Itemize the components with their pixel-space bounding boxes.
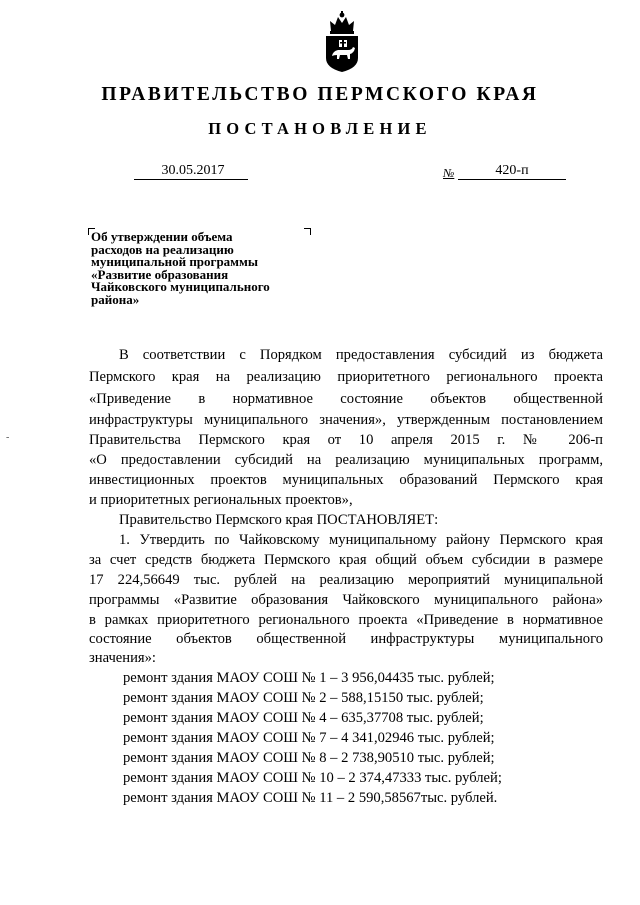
document-type: ПОСТАНОВЛЕНИЕ bbox=[208, 119, 432, 138]
preamble-line: «О предоставлении субсидий на реализацию муниципальных программ, bbox=[89, 452, 603, 468]
subject-line: Чайковского муниципального bbox=[91, 279, 270, 294]
number-sign: № bbox=[443, 166, 455, 180]
document-date: 30.05.2017 bbox=[134, 163, 248, 180]
point1-line: программы «Развитие образования Чайковского муниципального района» bbox=[89, 592, 603, 608]
list-item: ремонт здания МАОУ СОШ № 8 – 2 738,90510 тыс. рублей; bbox=[123, 750, 495, 766]
government-title: ПРАВИТЕЛЬСТВО ПЕРМСКОГО КРАЯ bbox=[101, 84, 539, 105]
list-item: ремонт здания МАОУ СОШ № 2 – 588,15150 тыс. рублей; bbox=[123, 690, 484, 706]
resolution-line: Правительство Пермского края ПОСТАНОВЛЯЕТ: bbox=[119, 512, 439, 528]
list-item: ремонт здания МАОУ СОШ № 7 – 4 341,02946 тыс. рублей; bbox=[123, 730, 495, 746]
list-item: ремонт здания МАОУ СОШ № 11 – 2 590,58567тыс. рублей. bbox=[123, 790, 498, 806]
subject-line: района» bbox=[91, 291, 140, 307]
subject-line: расходов на реализацию bbox=[91, 241, 234, 257]
point1-line: в рамках приоритетного регионального проекта «Приведение в нормативное bbox=[89, 612, 603, 628]
point1-line: 1. Утвердить по Чайковскому муниципальному району Пермского края bbox=[119, 532, 603, 548]
preamble-line: инвестиционных проектов муниципальных образований Пермского края bbox=[89, 472, 603, 488]
list-item: ремонт здания МАОУ СОШ № 1 – 3 956,04435 тыс. рублей; bbox=[123, 670, 495, 686]
preamble-line: инфраструктуры муниципального значения», утвержденным постановлением bbox=[89, 412, 603, 428]
preamble-line: Пермского края на реализацию приоритетного регионального проекта bbox=[89, 369, 603, 385]
point1-line: за счет средств бюджета Пермского края общий объем субсидии в размере bbox=[89, 552, 603, 568]
document-subject bbox=[91, 231, 331, 306]
document-number: 420-п bbox=[458, 163, 566, 180]
preamble-line: В соответствии с Порядком предоставления субсидий из бюджета bbox=[119, 347, 603, 363]
subject-line: муниципальной программы bbox=[91, 254, 259, 269]
list-item: ремонт здания МАОУ СОШ № 4 – 635,37708 тыс. рублей; bbox=[123, 710, 484, 726]
preamble-line: и приоритетных региональных проектов», bbox=[89, 492, 353, 508]
preamble-line: Правительства Пермского края от 10 апреля 2015 г. № 206-п bbox=[89, 432, 603, 448]
perm-krai-coat-of-arms-icon bbox=[322, 11, 362, 73]
list-item: ремонт здания МАОУ СОШ № 10 – 2 374,47333 тыс. рублей; bbox=[123, 770, 502, 786]
point1-line: значения»: bbox=[89, 650, 156, 666]
subject-line: Об утверждении объема bbox=[91, 229, 233, 244]
point1-line: 17 224,56649 тыс. рублей на реализацию мероприятий муниципальной bbox=[89, 572, 603, 588]
margin-mark: - bbox=[6, 432, 10, 443]
preamble-line: «Приведение в нормативное состояние объектов общественной bbox=[89, 391, 603, 407]
point1-line: состояние объектов общественной инфраструктуры муниципального bbox=[89, 631, 603, 647]
subject-line: «Развитие образования bbox=[91, 266, 229, 282]
